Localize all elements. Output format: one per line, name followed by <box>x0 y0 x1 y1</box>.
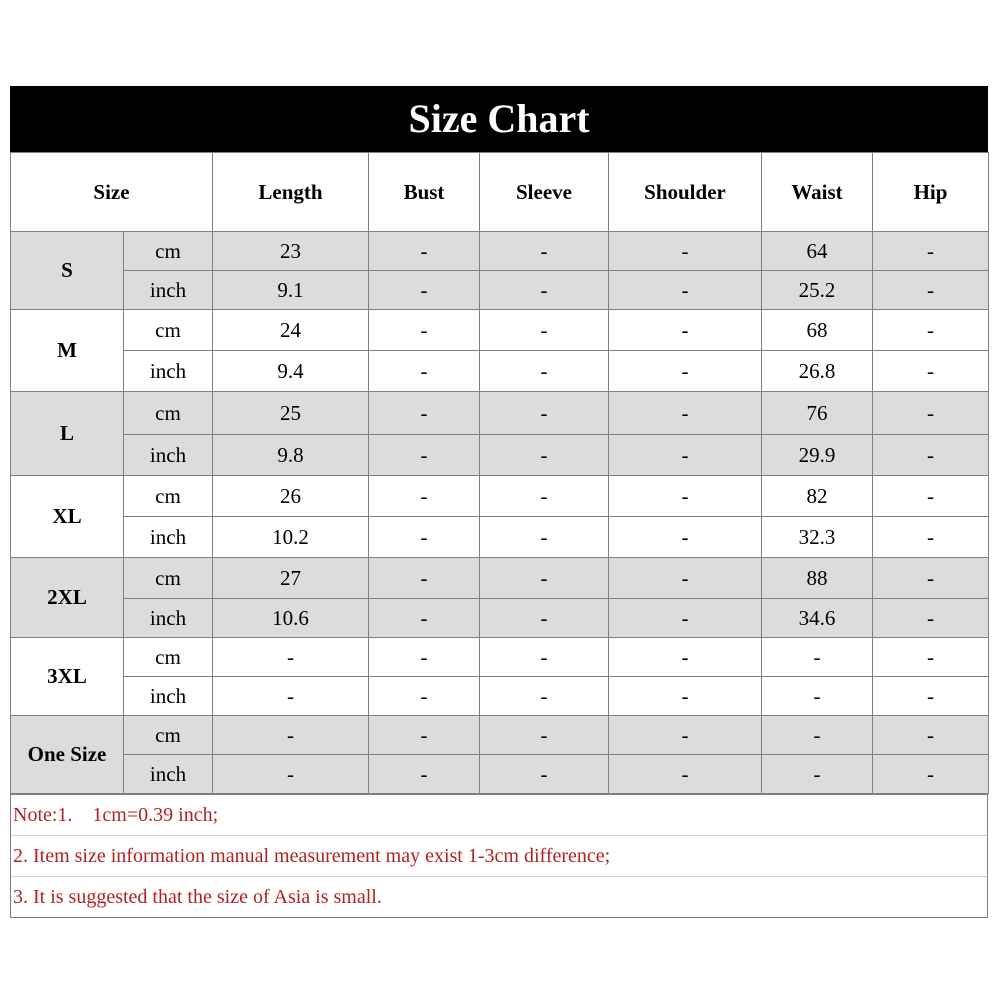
measurement-cell: - <box>609 351 762 392</box>
measurement-cell: - <box>480 392 609 435</box>
unit-label: inch <box>124 677 213 716</box>
size-row-inch <box>11 271 989 310</box>
size-chart <box>10 86 988 918</box>
measurement-cell: - <box>609 517 762 558</box>
measurement-cell: - <box>480 677 609 716</box>
measurement-cell: - <box>609 755 762 794</box>
unit-label: cm <box>124 638 213 677</box>
measurement-cell: - <box>369 599 480 638</box>
measurement-cell: - <box>609 435 762 476</box>
note-line: Note:1. 1cm=0.39 inch; <box>11 794 987 835</box>
measurement-cell: 88 <box>762 558 873 599</box>
size-label: L <box>11 392 124 476</box>
measurement-cell: - <box>369 271 480 310</box>
measurement-cell: - <box>480 476 609 517</box>
size-label: S <box>11 232 124 310</box>
unit-label: cm <box>124 310 213 351</box>
measurement-cell: 24 <box>213 310 369 351</box>
size-row-inch <box>11 351 989 392</box>
unit-label: cm <box>124 716 213 755</box>
measurement-cell: - <box>369 476 480 517</box>
size-label: M <box>11 310 124 392</box>
measurement-cell: 9.8 <box>213 435 369 476</box>
measurement-cell: - <box>213 677 369 716</box>
unit-label: inch <box>124 599 213 638</box>
unit-label: cm <box>124 476 213 517</box>
measurement-cell: - <box>873 517 989 558</box>
unit-label: inch <box>124 517 213 558</box>
header-shoulder: Shoulder <box>609 153 762 232</box>
measurement-cell: - <box>873 599 989 638</box>
measurement-cell: 64 <box>762 232 873 271</box>
measurement-cell: - <box>480 558 609 599</box>
size-label: XL <box>11 476 124 558</box>
measurement-cell: 10.6 <box>213 599 369 638</box>
measurement-cell: - <box>369 351 480 392</box>
measurement-cell: 82 <box>762 476 873 517</box>
measurement-cell: - <box>369 677 480 716</box>
measurement-cell: - <box>369 558 480 599</box>
header-bust: Bust <box>369 153 480 232</box>
unit-label: inch <box>124 271 213 310</box>
measurement-cell: 29.9 <box>762 435 873 476</box>
measurement-cell: - <box>369 517 480 558</box>
measurement-cell: 23 <box>213 232 369 271</box>
unit-label: cm <box>124 392 213 435</box>
header-size: Size <box>11 153 213 232</box>
header-waist: Waist <box>762 153 873 232</box>
measurement-cell: - <box>480 310 609 351</box>
measurement-cell: - <box>609 476 762 517</box>
size-row-cm <box>11 638 989 677</box>
measurement-cell: - <box>369 232 480 271</box>
measurement-cell: - <box>480 517 609 558</box>
measurement-cell: - <box>369 435 480 476</box>
measurement-cell: - <box>762 755 873 794</box>
size-row-cm <box>11 716 989 755</box>
size-row-inch <box>11 677 989 716</box>
measurement-cell: - <box>480 755 609 794</box>
measurement-cell: - <box>609 677 762 716</box>
measurement-cell: - <box>213 716 369 755</box>
size-row-cm <box>11 310 989 351</box>
measurement-cell: - <box>369 638 480 677</box>
unit-label: cm <box>124 558 213 599</box>
measurement-cell: 10.2 <box>213 517 369 558</box>
size-label: 2XL <box>11 558 124 638</box>
header-row <box>11 153 989 232</box>
measurement-cell: - <box>873 392 989 435</box>
size-row-cm <box>11 558 989 599</box>
header-sleeve: Sleeve <box>480 153 609 232</box>
size-rows <box>11 232 989 794</box>
size-row-cm <box>11 392 989 435</box>
measurement-cell: - <box>762 677 873 716</box>
measurement-cell: - <box>369 392 480 435</box>
measurement-cell: - <box>369 716 480 755</box>
measurement-cell: 26 <box>213 476 369 517</box>
measurement-cell: - <box>609 558 762 599</box>
size-table <box>10 152 989 794</box>
measurement-cell: - <box>873 638 989 677</box>
note-line: 2. Item size information manual measurement may exist 1-3cm difference; <box>11 835 987 876</box>
unit-label: cm <box>124 232 213 271</box>
size-label: One Size <box>11 716 124 794</box>
note-line: 3. It is suggested that the size of Asia is small. <box>11 876 987 917</box>
size-row-cm <box>11 476 989 517</box>
measurement-cell: 34.6 <box>762 599 873 638</box>
measurement-cell: 9.1 <box>213 271 369 310</box>
unit-label: inch <box>124 755 213 794</box>
measurement-cell: 26.8 <box>762 351 873 392</box>
measurement-cell: 27 <box>213 558 369 599</box>
measurement-cell: - <box>873 755 989 794</box>
measurement-cell: - <box>873 310 989 351</box>
measurement-cell: - <box>873 271 989 310</box>
measurement-cell: - <box>873 476 989 517</box>
chart-title: Size Chart <box>10 86 988 152</box>
header-hip: Hip <box>873 153 989 232</box>
measurement-cell: - <box>213 638 369 677</box>
measurement-cell: - <box>480 351 609 392</box>
measurement-cell: - <box>480 638 609 677</box>
size-row-inch <box>11 517 989 558</box>
measurement-cell: - <box>609 232 762 271</box>
measurement-cell: 25 <box>213 392 369 435</box>
unit-label: inch <box>124 351 213 392</box>
measurement-cell: - <box>480 232 609 271</box>
measurement-cell: - <box>609 271 762 310</box>
size-label: 3XL <box>11 638 124 716</box>
measurement-cell: - <box>609 638 762 677</box>
measurement-cell: - <box>762 638 873 677</box>
measurement-cell: - <box>609 716 762 755</box>
measurement-cell: - <box>480 271 609 310</box>
measurement-cell: 9.4 <box>213 351 369 392</box>
measurement-cell: - <box>873 232 989 271</box>
measurement-cell: - <box>609 599 762 638</box>
size-row-inch <box>11 435 989 476</box>
measurement-cell: - <box>369 755 480 794</box>
unit-label: inch <box>124 435 213 476</box>
measurement-cell: 32.3 <box>762 517 873 558</box>
measurement-cell: - <box>213 755 369 794</box>
measurement-cell: - <box>480 716 609 755</box>
measurement-cell: 76 <box>762 392 873 435</box>
header-length: Length <box>213 153 369 232</box>
measurement-cell: - <box>762 716 873 755</box>
size-row-cm <box>11 232 989 271</box>
measurement-cell: 68 <box>762 310 873 351</box>
measurement-cell: - <box>873 351 989 392</box>
notes-box <box>10 794 988 918</box>
measurement-cell: - <box>873 677 989 716</box>
measurement-cell: - <box>873 558 989 599</box>
size-row-inch <box>11 599 989 638</box>
measurement-cell: - <box>369 310 480 351</box>
size-row-inch <box>11 755 989 794</box>
measurement-cell: - <box>609 392 762 435</box>
measurement-cell: - <box>480 599 609 638</box>
measurement-cell: - <box>480 435 609 476</box>
measurement-cell: 25.2 <box>762 271 873 310</box>
measurement-cell: - <box>873 435 989 476</box>
measurement-cell: - <box>873 716 989 755</box>
measurement-cell: - <box>609 310 762 351</box>
